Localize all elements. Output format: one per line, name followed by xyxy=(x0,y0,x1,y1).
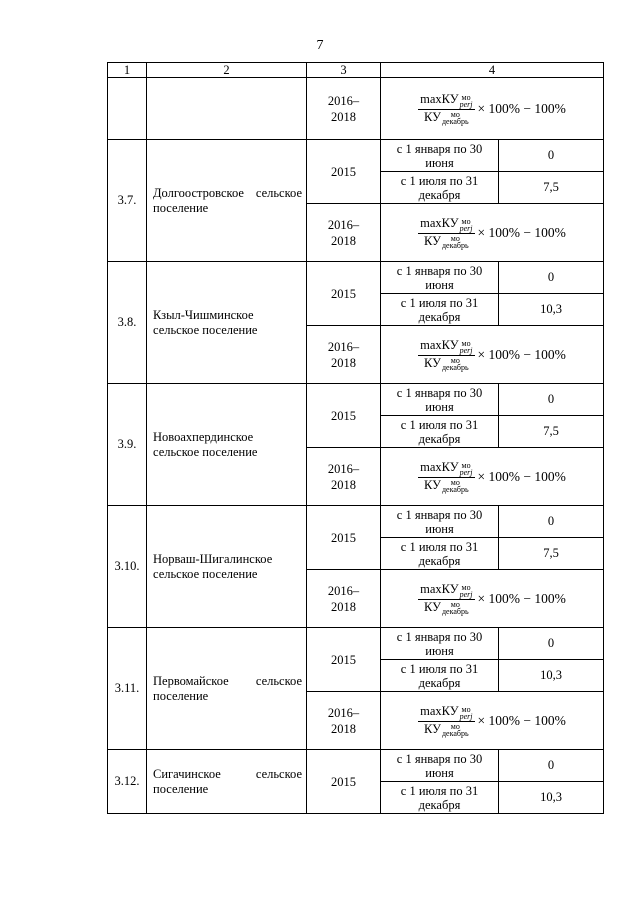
table-row xyxy=(108,140,604,172)
cell-formula xyxy=(381,448,604,506)
formula-numerator xyxy=(418,705,474,721)
formula-sup: мо xyxy=(461,582,471,592)
cell-value: 0 xyxy=(499,628,604,660)
formula-denominator xyxy=(422,356,471,371)
table-row xyxy=(108,628,604,660)
formula-sub: декабрь xyxy=(441,240,469,250)
cell-name: Долгоостровское сельское поселение xyxy=(147,140,307,262)
formula-ku: КУ xyxy=(424,721,441,736)
cell-num: 3.7. xyxy=(108,140,147,262)
cell-num xyxy=(108,78,147,140)
header-cell-4: 4 xyxy=(381,63,604,78)
cell-year: 2015 xyxy=(307,140,381,204)
table-row xyxy=(108,262,604,294)
formula-ku: КУ xyxy=(441,460,459,475)
cell-period: с 1 января по 30 июня xyxy=(381,140,499,172)
formula-ku: КУ xyxy=(441,216,459,231)
formula-scripts xyxy=(442,357,469,371)
cell-year: 2015 xyxy=(307,628,381,692)
formula-sub: perj xyxy=(459,467,473,477)
cell-value: 7,5 xyxy=(499,538,604,570)
formula-max: max xyxy=(420,582,442,597)
cell-value: 0 xyxy=(499,506,604,538)
formula-sub: декабрь xyxy=(441,728,469,738)
formula-sub: perj xyxy=(459,345,473,355)
formula-sup: мо xyxy=(450,109,460,119)
formula-max: max xyxy=(420,460,442,475)
formula-denominator xyxy=(422,600,471,615)
cell-num: 3.12. xyxy=(108,750,147,814)
formula-tail: × 100% − 100% xyxy=(477,713,566,728)
formula-sup: мо xyxy=(461,92,471,102)
formula-sup: мо xyxy=(450,355,460,365)
rates-table xyxy=(107,62,604,814)
cell-formula xyxy=(381,326,604,384)
formula-fraction xyxy=(418,705,474,736)
formula-ku: КУ xyxy=(441,704,459,719)
formula-tail: × 100% − 100% xyxy=(477,225,566,240)
formula xyxy=(418,705,566,736)
cell-year: 2015 xyxy=(307,384,381,448)
cell-period: с 1 июля по 31 декабря xyxy=(381,294,499,326)
cell-year: 2015 xyxy=(307,506,381,570)
formula-numerator xyxy=(418,339,474,355)
cell-period: с 1 июля по 31 декабря xyxy=(381,416,499,448)
formula-scripts xyxy=(460,218,473,232)
header-cell-2: 2 xyxy=(147,63,307,78)
formula-sub: perj xyxy=(459,223,473,233)
formula-numerator xyxy=(418,461,474,477)
cell-value: 0 xyxy=(499,750,604,782)
cell-period: с 1 января по 30 июня xyxy=(381,262,499,294)
formula-ku: КУ xyxy=(424,109,441,124)
formula-ku: КУ xyxy=(441,582,459,597)
formula-scripts xyxy=(460,584,473,598)
formula-tail: × 100% − 100% xyxy=(477,591,566,606)
formula-numerator xyxy=(418,93,474,109)
formula-max: max xyxy=(420,216,442,231)
formula-numerator xyxy=(418,583,474,599)
formula-denominator xyxy=(422,478,471,493)
cell-num: 3.8. xyxy=(108,262,147,384)
formula-sup: мо xyxy=(461,216,471,226)
formula xyxy=(418,461,566,492)
formula-denominator xyxy=(422,234,471,249)
cell-period: с 1 июля по 31 декабря xyxy=(381,660,499,692)
formula-sub: perj xyxy=(459,711,473,721)
formula-fraction xyxy=(418,339,474,370)
cell-value: 10,3 xyxy=(499,660,604,692)
formula-ku: КУ xyxy=(441,92,459,107)
formula-sup: мо xyxy=(450,721,460,731)
formula-scripts xyxy=(460,706,473,720)
page-number: 7 xyxy=(316,38,324,53)
cell-value: 7,5 xyxy=(499,416,604,448)
formula-tail: × 100% − 100% xyxy=(477,101,566,116)
header-cell-3: 3 xyxy=(307,63,381,78)
table-row xyxy=(108,750,604,782)
cell-year: 2016– 2018 xyxy=(307,692,381,750)
formula-denominator xyxy=(422,110,471,125)
cell-value: 10,3 xyxy=(499,782,604,814)
formula-fraction xyxy=(418,217,474,248)
formula xyxy=(418,339,566,370)
cell-period: с 1 июля по 31 декабря xyxy=(381,782,499,814)
cell-value: 7,5 xyxy=(499,172,604,204)
cell-num: 3.10. xyxy=(108,506,147,628)
formula-sub: декабрь xyxy=(441,484,469,494)
cell-value: 0 xyxy=(499,140,604,172)
cell-period: с 1 января по 30 июня xyxy=(381,750,499,782)
cell-period: с 1 января по 30 июня xyxy=(381,628,499,660)
header-cell-1: 1 xyxy=(108,63,147,78)
formula-ku: КУ xyxy=(424,233,441,248)
formula-sup: мо xyxy=(461,460,471,470)
formula-ku: КУ xyxy=(424,599,441,614)
cell-formula xyxy=(381,204,604,262)
cell-num: 3.9. xyxy=(108,384,147,506)
cell-year: 2016– 2018 xyxy=(307,78,381,140)
formula-sup: мо xyxy=(450,233,460,243)
formula-sub: perj xyxy=(459,99,473,109)
cell-formula xyxy=(381,78,604,140)
table-row xyxy=(108,384,604,416)
cell-value: 10,3 xyxy=(499,294,604,326)
formula-scripts xyxy=(442,479,469,493)
cell-name: Норваш-Шигалинское сельское поселение xyxy=(147,506,307,628)
formula xyxy=(418,583,566,614)
formula-sup: мо xyxy=(450,477,460,487)
formula-sup: мо xyxy=(461,338,471,348)
cell-period: с 1 января по 30 июня xyxy=(381,506,499,538)
formula-denominator xyxy=(422,722,471,737)
formula-ku: КУ xyxy=(424,477,441,492)
formula-scripts xyxy=(442,723,469,737)
formula-scripts xyxy=(460,462,473,476)
formula-ku: КУ xyxy=(424,355,441,370)
formula-sub: perj xyxy=(459,589,473,599)
cell-year: 2016– 2018 xyxy=(307,448,381,506)
table-row xyxy=(108,506,604,538)
formula-sup: мо xyxy=(461,704,471,714)
formula-fraction xyxy=(418,93,474,124)
cell-formula xyxy=(381,570,604,628)
formula-ku: КУ xyxy=(441,338,459,353)
formula-sub: декабрь xyxy=(441,606,469,616)
header-row xyxy=(108,63,604,78)
formula-fraction xyxy=(418,583,474,614)
cell-period: с 1 июля по 31 декабря xyxy=(381,172,499,204)
formula xyxy=(418,217,566,248)
formula-scripts xyxy=(460,340,473,354)
formula-max: max xyxy=(420,704,442,719)
cell-year: 2016– 2018 xyxy=(307,570,381,628)
formula xyxy=(418,93,566,124)
cell-name: Сигачинское сельское поселение xyxy=(147,750,307,814)
cell-period: с 1 января по 30 июня xyxy=(381,384,499,416)
cell-name: Кзыл-Чишминское сельское поселение xyxy=(147,262,307,384)
formula-sub: декабрь xyxy=(441,362,469,372)
formula-fraction xyxy=(418,461,474,492)
cell-period: с 1 июля по 31 декабря xyxy=(381,538,499,570)
formula-scripts xyxy=(442,111,469,125)
cell-year: 2016– 2018 xyxy=(307,326,381,384)
cell-value: 0 xyxy=(499,384,604,416)
formula-scripts xyxy=(442,601,469,615)
cell-value: 0 xyxy=(499,262,604,294)
formula-scripts xyxy=(460,94,473,108)
formula-sub: декабрь xyxy=(441,116,469,126)
cell-num: 3.11. xyxy=(108,628,147,750)
cell-formula xyxy=(381,692,604,750)
formula-scripts xyxy=(442,235,469,249)
formula-numerator xyxy=(418,217,474,233)
cell-name: Первомайское сельское поселение xyxy=(147,628,307,750)
formula-max: max xyxy=(420,338,442,353)
cell-year: 2015 xyxy=(307,750,381,814)
table-row xyxy=(108,78,604,140)
cell-year: 2015 xyxy=(307,262,381,326)
formula-tail: × 100% − 100% xyxy=(477,347,566,362)
cell-name: Новоахпердинское сельское поселение xyxy=(147,384,307,506)
cell-year: 2016– 2018 xyxy=(307,204,381,262)
cell-name xyxy=(147,78,307,140)
formula-max: max xyxy=(420,92,442,107)
formula-tail: × 100% − 100% xyxy=(477,469,566,484)
formula-sup: мо xyxy=(450,599,460,609)
